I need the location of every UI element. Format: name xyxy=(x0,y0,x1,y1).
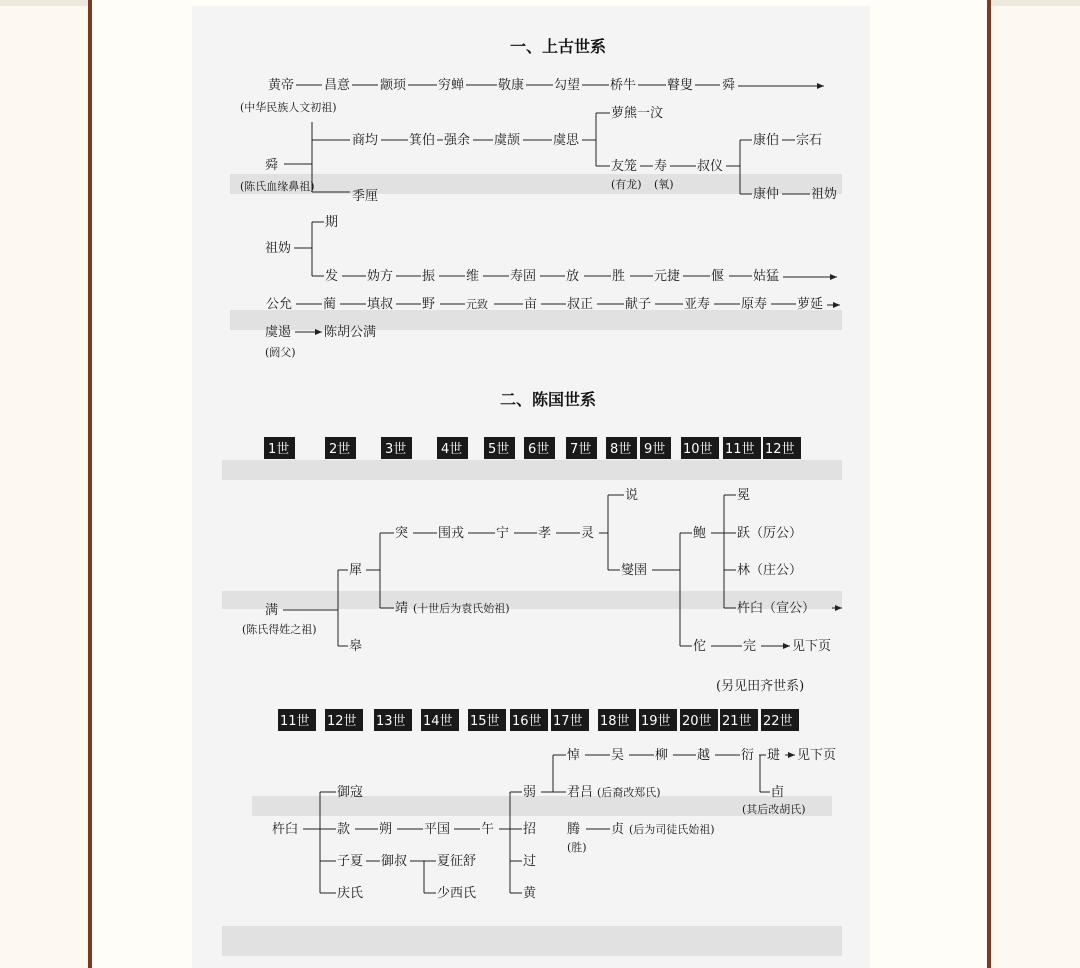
person-yue-ligong: 跃（厉公） xyxy=(737,526,803,541)
person-teng: 腾 xyxy=(567,822,581,837)
person-huangdi: 黄帝 xyxy=(268,78,295,93)
person-xiazhengshu: 夏征舒 xyxy=(437,854,477,869)
person-gongyun: 公允 xyxy=(266,297,293,312)
person-man: 满 xyxy=(265,603,279,618)
person-yusi: 虞思 xyxy=(553,133,580,148)
person-mian: 冕 xyxy=(737,488,751,503)
person-shaoxishi: 少西氏 xyxy=(437,886,477,901)
person-bao: 鲍 xyxy=(693,526,707,541)
person-tianshu: 填叔 xyxy=(367,297,394,312)
gen-label: 22世 xyxy=(763,714,793,729)
note-junlv: (后裔改郑氏) xyxy=(597,786,661,799)
gen-label: 15世 xyxy=(470,714,500,729)
person-kangbo: 康伯 xyxy=(753,133,780,148)
person-xi: 犀 xyxy=(349,563,363,578)
gen-label: 4世 xyxy=(441,442,463,457)
note-shun: (陈氏血缘鼻祖) xyxy=(240,180,315,193)
note-tianqi: (另见田齐世系) xyxy=(716,679,805,694)
note-shou: (氧) xyxy=(654,178,674,191)
zugou-branch xyxy=(265,215,837,284)
person-yukou: 御寇 xyxy=(337,785,364,800)
person-guifang: 妫方 xyxy=(367,269,394,284)
note-yue: (阏父) xyxy=(265,346,296,359)
gen-label: 11世 xyxy=(280,714,310,729)
person-yu: 卣 xyxy=(771,785,785,800)
person-jian: 琎 xyxy=(767,748,781,763)
gen-label: 6世 xyxy=(528,442,550,457)
person-zongshi: 宗石 xyxy=(796,133,823,148)
person-yuanshou: 原寿 xyxy=(741,297,768,312)
person-zhen-2: 贞 xyxy=(611,822,625,837)
person-gao: 皋 xyxy=(349,639,363,654)
chen-tree-bottom xyxy=(272,747,836,901)
person-yushu: 御叔 xyxy=(381,854,408,869)
link-next-page-2: 见下页 xyxy=(797,748,837,763)
person-shun-2: 舜 xyxy=(265,158,279,173)
note-teng: (胜) xyxy=(567,841,587,854)
person-lin: 蔺 xyxy=(323,297,337,312)
person-zixia: 子夏 xyxy=(337,854,364,869)
person-qiaoniu: 桥牛 xyxy=(610,78,637,93)
gen-label: 1世 xyxy=(268,442,290,457)
shun-branch xyxy=(240,105,837,204)
row4 xyxy=(265,296,840,359)
person-shougu: 寿固 xyxy=(510,269,537,284)
person-xieyu: 燮圉 xyxy=(621,563,648,578)
row1 xyxy=(240,77,824,114)
person-junlv: 君吕 xyxy=(567,785,594,800)
person-yan: 偃 xyxy=(711,269,725,284)
person-yashou: 亚寿 xyxy=(684,297,711,312)
note-zhen: (后为司徒氏始祖) xyxy=(629,823,715,836)
gen-label: 10世 xyxy=(683,442,713,457)
person-tu: 突 xyxy=(395,526,409,541)
person-yujie: 虞颉 xyxy=(494,133,521,148)
person-kangzhong: 康仲 xyxy=(753,187,780,202)
person-qiangyu: 强余 xyxy=(444,133,471,148)
person-shangjun: 商均 xyxy=(352,133,379,148)
gen-label: 5世 xyxy=(488,442,510,457)
gen-label: 16世 xyxy=(512,714,542,729)
person-ye: 野 xyxy=(422,297,436,312)
gen-label: 7世 xyxy=(570,442,592,457)
person-zugou: 祖妫 xyxy=(811,187,838,202)
person-chujiu-xuangong: 杵臼（宣公） xyxy=(737,601,816,616)
person-wan: 完 xyxy=(743,639,757,654)
gen-label: 17世 xyxy=(553,714,583,729)
person-jibo: 箕伯 xyxy=(409,133,436,148)
person-zhen: 振 xyxy=(422,269,436,284)
gen-label: 3世 xyxy=(385,442,407,457)
person-mu: 亩 xyxy=(524,297,538,312)
generation-row-bottom xyxy=(278,709,799,731)
person-wu-2: 吴 xyxy=(611,748,625,763)
gen-label: 9世 xyxy=(644,442,666,457)
person-qiongchan: 穷蝉 xyxy=(438,78,465,93)
gen-label: 20世 xyxy=(682,714,712,729)
gen-label: 11世 xyxy=(725,442,755,457)
gen-label: 13世 xyxy=(376,714,406,729)
person-zugou-2: 祖妫 xyxy=(265,241,292,256)
person-shuo: 说 xyxy=(625,488,639,503)
person-shuzheng: 叔正 xyxy=(567,297,594,312)
person-huang: 黄 xyxy=(523,886,537,901)
person-yuanzhi: 元致 xyxy=(466,298,488,311)
person-zhao: 招 xyxy=(523,822,537,837)
person-dao: 悼 xyxy=(567,748,581,763)
person-jili: 季厘 xyxy=(352,189,379,204)
chen-tree-top xyxy=(242,488,842,694)
person-luoyan: 萝延 xyxy=(797,297,824,312)
person-kuan: 款 xyxy=(337,822,351,837)
person-ling: 灵 xyxy=(581,526,595,541)
person-luoxiong-wen: 萝熊一汶 xyxy=(611,106,664,121)
person-gusou: 瞽叟 xyxy=(667,78,694,93)
note-man: (陈氏得姓之祖) xyxy=(242,623,317,636)
person-chenhugongman: 陈胡公满 xyxy=(324,325,377,340)
note-youlong: (有龙) xyxy=(611,178,642,191)
person-tuo: 佗 xyxy=(693,639,707,654)
note-yu: (其后改胡氏) xyxy=(742,803,806,816)
person-xiao: 孝 xyxy=(538,526,552,541)
person-gumeng: 姑猛 xyxy=(753,269,780,284)
person-fang: 放 xyxy=(566,269,580,284)
person-weirong: 围戎 xyxy=(438,526,465,541)
note-huangdi: (中华民族人文初祖) xyxy=(240,101,337,114)
person-ning: 宁 xyxy=(496,526,510,541)
section1-title: 一、上古世系 xyxy=(510,37,607,56)
person-zhuanxu: 颛顼 xyxy=(380,78,407,93)
person-lin-zhuanggong: 林（庄公） xyxy=(737,563,803,578)
section2-title: 二、陈国世系 xyxy=(500,390,597,409)
person-qi: 期 xyxy=(325,215,339,230)
gen-label: 21世 xyxy=(722,714,752,729)
person-shuo-2: 朔 xyxy=(379,822,393,837)
person-youlong: 友笼 xyxy=(611,159,638,174)
person-sheng: 胜 xyxy=(612,269,626,284)
gen-label: 14世 xyxy=(423,714,453,729)
person-chujiu: 杵臼 xyxy=(272,822,299,837)
person-yue: 虞遏 xyxy=(265,325,292,340)
person-yue-2: 越 xyxy=(697,748,711,763)
person-fa: 发 xyxy=(325,269,339,284)
person-shuyi: 叔仪 xyxy=(697,159,724,174)
person-shun: 舜 xyxy=(722,78,736,93)
person-gouwang: 勾望 xyxy=(554,78,581,93)
gen-label: 19世 xyxy=(641,714,671,729)
gen-label: 8世 xyxy=(610,442,632,457)
person-yan-2: 衍 xyxy=(741,748,755,763)
person-xianzi: 献子 xyxy=(625,297,652,312)
person-shou: 寿 xyxy=(654,159,668,174)
person-changyi: 昌意 xyxy=(324,78,351,93)
link-next-page: 见下页 xyxy=(792,639,832,654)
gen-label: 18世 xyxy=(600,714,630,729)
person-pingguo: 平国 xyxy=(424,822,451,837)
person-jing: 靖 xyxy=(395,601,409,616)
person-ruo: 弱 xyxy=(523,785,537,800)
gen-label: 2世 xyxy=(329,442,351,457)
person-guo: 过 xyxy=(523,854,537,869)
note-jing: (十世后为袁氏始祖) xyxy=(413,602,510,615)
person-qingshi: 庆氏 xyxy=(337,886,364,901)
person-wu: 午 xyxy=(481,822,495,837)
gen-label: 12世 xyxy=(765,442,795,457)
person-yuanjie: 元捷 xyxy=(654,269,681,284)
person-jingkang: 敬康 xyxy=(498,78,525,93)
person-liu: 柳 xyxy=(655,748,669,763)
person-wei: 维 xyxy=(466,269,480,284)
gen-label: 12世 xyxy=(327,714,357,729)
generation-row-top xyxy=(264,437,801,459)
